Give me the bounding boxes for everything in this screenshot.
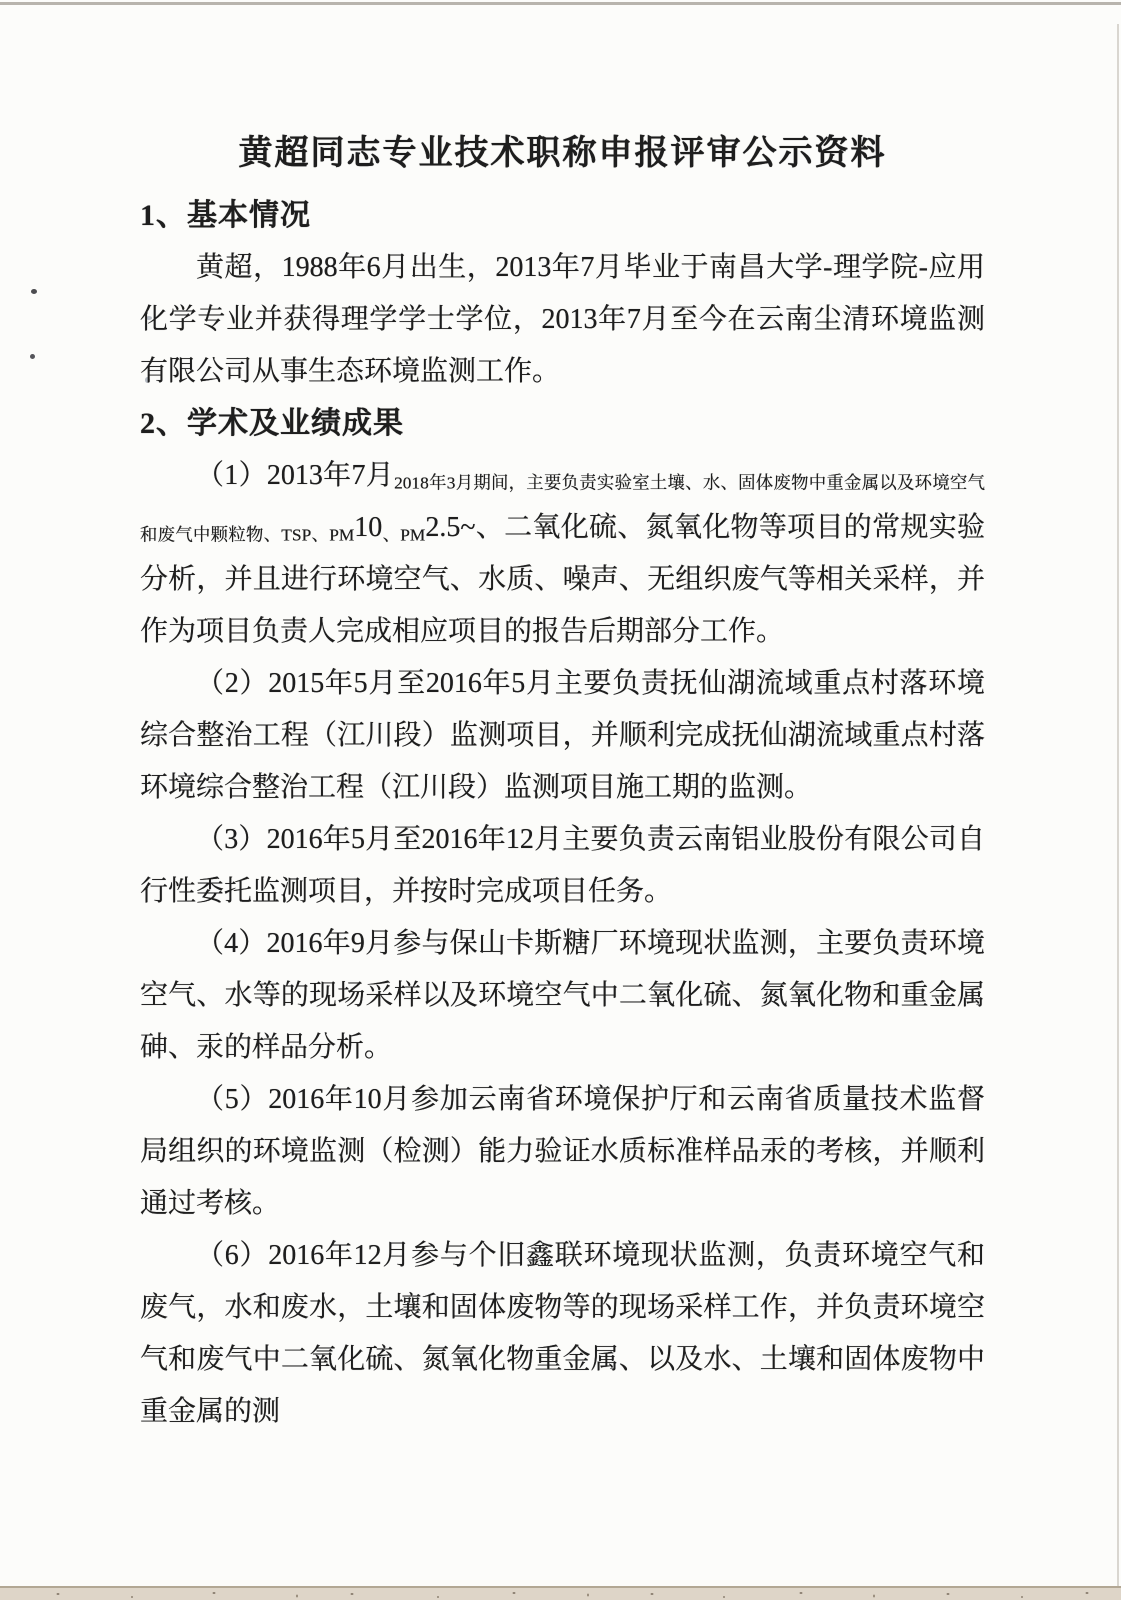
paragraph-achievement-4: （4）2016年9月参与保山卡斯糖厂环境现状监测，主要负责环境空气、水等的现场采样以及环境空气中二氧化硫、氮氧化物和重金属砷、汞的样品分析。 bbox=[140, 928, 985, 1063]
paragraph-achievement-1: （1）2013年7月$_{2018年3月期间,主要负责实验室土壤、水、固体废物中重金属以及环境空气和废气中颗粒物、TSP、PM}10_{、PM}2.5\sim$、二氧化硫、氮氧化物等项目的常规实验分析，并且进行环境空气、水质、噪声、无组织废气等相关采样，并作为项目负责人完成相应项目的报告后期部分工作。 bbox=[140, 460, 985, 647]
scan-speck bbox=[30, 354, 35, 359]
page-title: 黄超同志专业技术职称申报评审公示资料 bbox=[238, 135, 887, 172]
scan-right-edge-line bbox=[1117, 24, 1119, 1586]
paragraph-achievement-6: （6）2016年12月参与个旧鑫联环境现状监测，负责环境空气和废气，水和废水，土壤和固体废物等的现场采样工作，并负责环境空气和废气中二氧化硫、氮氧化物重金属、以及水、土壤和固体废物中重金属的测 bbox=[140, 1240, 985, 1427]
scan-bottom-strip bbox=[0, 1586, 1121, 1600]
paragraph-achievement-5: （5）2016年10月参加云南省环境保护厅和云南省质量技术监督局组织的环境监测（检测）能力验证水质标准样品汞的考核，并顺利通过考核。 bbox=[140, 1084, 985, 1219]
section-heading-basic-info: 1、基本情况 bbox=[140, 199, 311, 232]
paragraph-basic-info: 黄超，1988年6月出生，2013年7月毕业于南昌大学-理学院-应用化学专业并获得理学学士学位，2013年7月至今在云南尘清环境监测有限公司从事生态环境监测工作。 bbox=[140, 252, 985, 387]
document-content bbox=[140, 0, 985, 1438]
document-body bbox=[140, 190, 985, 1438]
section-heading-achievements: 2、学术及业绩成果 bbox=[140, 407, 404, 440]
paragraph-achievement-2: （2）2015年5月至2016年5月主要负责抚仙湖流域重点村落环境综合整治工程（江川段）监测项目，并顺利完成抚仙湖流域重点村落环境综合整治工程（江川段）监测项目施工期的监测。 bbox=[140, 668, 985, 803]
paragraph-achievement-3: （3）2016年5月至2016年12月主要负责云南铝业股份有限公司自行性委托监测项目，并按时完成项目任务。 bbox=[140, 824, 985, 907]
scan-speck bbox=[31, 289, 37, 294]
